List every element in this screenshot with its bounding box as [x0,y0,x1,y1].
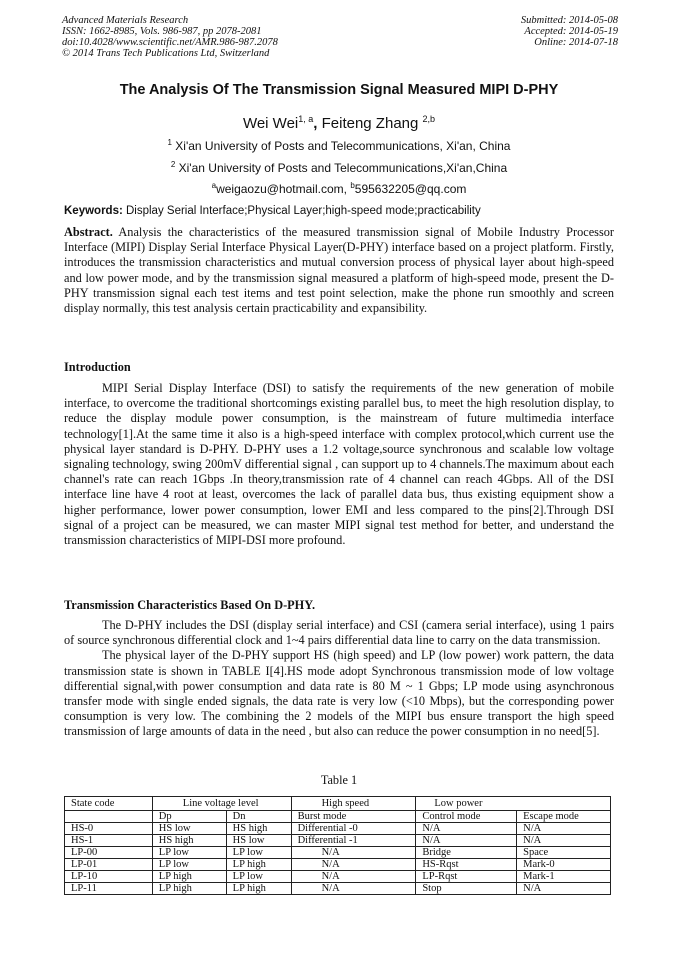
cell-state: HS-0 [65,823,153,835]
th-state-code: State code [65,797,153,811]
cell-dp: LP low [152,847,226,859]
th-control-mode: Control mode [416,811,517,823]
email-a-sup: a [211,181,217,190]
affiliation-2-text: Xi'an University of Posts and Telecommunications,Xi'an,China [175,161,508,175]
affiliation-2-sup: 2 [170,160,176,169]
th-burst-mode: Burst mode [291,811,416,823]
abstract [64,225,614,316]
table-header-row-1 [65,797,611,811]
journal-info [62,15,278,59]
cell-state: LP-11 [65,883,153,895]
cell-dp: HS high [152,835,226,847]
author-1-sup: 1, a [298,114,314,124]
transmission-paragraph-2: The physical layer of the D-PHY support HS (high speed) and LP (low power) work pattern, the data transmission state is shown in TABLE I[4].HS mode adopt Synchronous transmission mode of low voltage differential signal,with power consumption and data rate is 80 M ~ 1 Gbps; LP mode using asynchronous transfer mode with single ended signals, the data rate is very low (<10 Mbps), but the corresponding power consumption is very low. The combining the 2 models of the MIPI bus ensure transport the high speed transmission of large amounts of data in the need , but also can reduce the power consumption in no need[5]. [64,648,614,739]
author-separator: , [313,115,322,132]
cell-escape: Mark-1 [517,871,611,883]
cell-burst: Differential -1 [291,835,416,847]
table-row [65,871,611,883]
affiliation-1-text: Xi'an University of Posts and Telecommunications, Xi'an, China [171,139,511,153]
journal-name: Advanced Materials Research [62,15,189,26]
th-low-power: Low power [416,797,611,811]
abstract-text: Analysis the characteristics of the measured transmission signal of Mobile Industry Processor Interface (MIPI) Display Serial Interface Physical Layer(D-PHY) interface based on a project platform. Firstly, introduces the transmission characteristics and mutual conversion process of physical layer about high-speed and low power mode, and by the transmission signal measured a platform of high-speed mode, present the D-PHY transmission signal each test items and test point selection, make the phone run smoothly and screen display normally, this test analysis certain practicability and expansibility. [64,225,614,316]
cell-dn: LP low [226,871,291,883]
keywords-label: Keywords: [64,205,123,217]
affiliation-2 [0,160,678,175]
cell-burst: Differential -0 [291,823,416,835]
cell-dn: HS low [226,835,291,847]
cell-dp: HS low [152,823,226,835]
cell-control: Stop [416,883,517,895]
cell-state: LP-01 [65,859,153,871]
issn-line: ISSN: 1662-8985, Vols. 986-987, pp 2078-2081 [62,26,262,37]
accepted-date: Accepted: 2014-05-19 [524,26,618,37]
table-row [65,835,611,847]
cell-state: HS-1 [65,835,153,847]
author-line [0,114,678,132]
cell-control: HS-Rqst [416,859,517,871]
author-2: Feiteng Zhang [321,115,423,132]
cell-burst: N/A [291,847,416,859]
keywords [64,205,620,217]
abstract-label: Abstract. [64,225,113,239]
email-b-sup: b [350,181,355,190]
cell-burst: N/A [291,883,416,895]
doi-line: doi:10.4028/www.scientific.net/AMR.986-987.2078 [62,37,278,48]
cell-control: N/A [416,823,517,835]
cell-dn: LP low [226,847,291,859]
cell-escape: N/A [517,823,611,835]
cell-control: LP-Rqst [416,871,517,883]
online-date: Online: 2014-07-18 [534,37,618,48]
paper-title: The Analysis Of The Transmission Signal Measured MIPI D-PHY [119,82,559,98]
author-1: Wei Wei [242,115,299,132]
state-table [64,796,611,895]
email-a: weigaozu@hotmail.com, [216,182,351,196]
cell-burst: N/A [291,871,416,883]
cell-state: LP-00 [65,847,153,859]
th-dp: Dp [152,811,226,823]
th-line-voltage: Line voltage level [152,797,291,811]
cell-state: LP-10 [65,871,153,883]
table-row [65,883,611,895]
keywords-text: Display Serial Interface;Physical Layer;high-speed mode;practicability [122,205,481,217]
table-header-row-2 [65,811,611,823]
transmission-paragraph-1: The D-PHY includes the DSI (display serial interface) and CSI (camera serial interface), using 1 pairs of source synchronous differential clock and 1~4 pairs differential data line to carry on the data transmission. [64,618,614,648]
th-empty [65,811,153,823]
table-row [65,823,611,835]
author-2-sup: 2,b [422,114,436,124]
cell-control: N/A [416,835,517,847]
cell-burst: N/A [291,859,416,871]
affiliation-1 [0,138,678,153]
transmission-body [64,618,614,740]
cell-dp: LP high [152,883,226,895]
cell-escape: N/A [517,835,611,847]
cell-dn: HS high [226,823,291,835]
affiliation-1-sup: 1 [167,138,172,147]
table-caption: Table 1 [320,773,358,787]
email-b: 595632205@qq.com [354,182,467,196]
intro-heading: Introduction [64,360,131,374]
transmission-heading: Transmission Characteristics Based On D-PHY. [64,598,316,612]
th-escape-mode: Escape mode [517,811,611,823]
cell-escape: N/A [517,883,611,895]
cell-dn: LP high [226,859,291,871]
copyright-line: © 2014 Trans Tech Publications Ltd, Switzerland [62,48,270,59]
submitted-date: Submitted: 2014-05-08 [520,15,618,26]
cell-control: Bridge [416,847,517,859]
email-line [0,181,678,196]
th-high-speed: High speed [291,797,416,811]
dates-info [521,15,618,48]
intro-paragraph: MIPI Serial Display Interface (DSI) to satisfy the requirements of the new generation of mobile interface, to overcome the traditional shortcomings existing parallel bus, to meet the high resolution display, to reduce the display module power consumption, is the mainstream of future multimedia interface technology[1].At the same time it also is a high-speed interface with complex protocol,which current use the physical layer standard is D-PHY. D-PHY uses a 1.2 voltage,source synchronous and scalable low voltage signaling technology, swing 200mV differential signal , can support up to 4 channels.The maximum about each channel's rate can reach 1Gbps .In theory,transmission rate of 4 channel can reach 4Gbps. All of the DSI interface line have 4 root at least, overcomes the lack of parallel data bus, thus existing equipment show a higher performance, lower power consumption, lower EMI and less compared to the pins[2].Through DSI signal of a project can be measured, we can master MIPI signal test method for better, and understand the transmission characteristics of MIPI-DSI more profound. [64,381,614,548]
table-row [65,859,611,871]
cell-escape: Space [517,847,611,859]
intro-body [64,381,614,548]
th-dn: Dn [226,811,291,823]
cell-dp: LP low [152,859,226,871]
table-row [65,847,611,859]
cell-dp: LP high [152,871,226,883]
cell-dn: LP high [226,883,291,895]
cell-escape: Mark-0 [517,859,611,871]
